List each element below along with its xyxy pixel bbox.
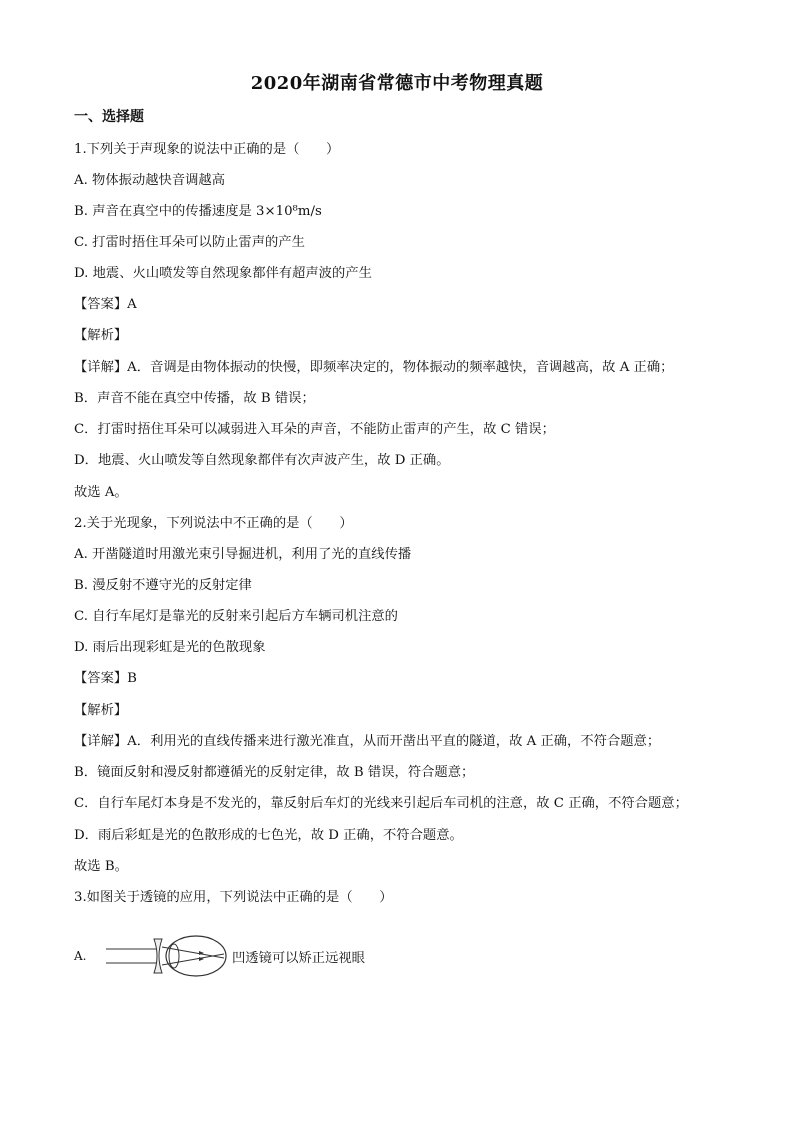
question-2-detail-a: 【详解】A．利用光的直线传播来进行激光准直，从而开凿出平直的隧道，故 A 正确，不符合题意； xyxy=(74,734,661,749)
question-1-detail-d: D．地震、火山喷发等自然现象都伴有次声波产生，故 D 正确。 xyxy=(74,453,450,468)
eyeball-outline xyxy=(166,936,226,976)
question-3-option-a xyxy=(74,933,474,981)
question-2-detail-c: C．自行车尾灯本身是不发光的，靠反射后车灯的光线来引起后车司机的注意，故 C 正确，不符合题意； xyxy=(74,796,688,811)
question-1-option-b: B. 声音在真空中的传播速度是 3×10⁸m/s xyxy=(74,204,322,219)
question-2-detail-b: B．镜面反射和漫反射都遵循光的反射定律，故 B 错误，符合题意； xyxy=(74,765,475,780)
question-2-stem: 2.关于光现象，下列说法中不正确的是（ ） xyxy=(74,516,353,531)
question-1-conclusion: 故选 A。 xyxy=(74,485,128,500)
question-1-option-d: D. 地震、火山喷发等自然现象都伴有超声波的产生 xyxy=(74,266,372,281)
question-2-option-b: B. 漫反射不遵守光的反射定律 xyxy=(74,578,252,593)
question-1-option-c: C. 打雷时捂住耳朵可以防止雷声的产生 xyxy=(74,235,305,250)
eye-lens-diagram xyxy=(104,933,234,981)
question-1-detail-a: 【详解】A．音调是由物体振动的快慢，即频率决定的，物体振动的频率越快，音调越高，故 A 正确； xyxy=(74,360,674,375)
page-title: 2020年湖南省常德市中考物理真题 xyxy=(250,73,544,94)
question-2-detail-d: D．雨后彩虹是光的色散形成的七色光，故 D 正确，不符合题意。 xyxy=(74,828,463,843)
question-2-analysis-label: 【解析】 xyxy=(74,703,128,718)
option-a-label: A. xyxy=(74,949,87,963)
question-2-option-c: C. 自行车尾灯是靠光的反射来引起后方车辆司机注意的 xyxy=(74,609,398,624)
refracted-ray-top xyxy=(162,947,224,958)
question-2-option-a: A. 开凿隧道时用激光束引导掘进机，利用了光的直线传播 xyxy=(74,547,412,562)
section-heading: 一、选择题 xyxy=(74,109,144,125)
question-1-detail-c: C．打雷时捂住耳朵可以减弱进入耳朵的声音，不能防止雷声的产生，故 C 错误； xyxy=(74,422,555,437)
question-2-answer: 【答案】B xyxy=(74,671,137,686)
question-2-option-d: D. 雨后出现彩虹是光的色散现象 xyxy=(74,640,266,655)
concave-lens-shape xyxy=(154,939,162,973)
question-3-stem: 3.如图关于透镜的应用，下列说法中正确的是（ ） xyxy=(74,890,393,905)
option-a-caption: 凹透镜可以矫正远视眼 xyxy=(232,951,365,966)
question-1-stem: 1.下列关于声现象的说法中正确的是（ ） xyxy=(74,142,340,157)
question-1-analysis-label: 【解析】 xyxy=(74,328,128,343)
question-2-conclusion: 故选 B。 xyxy=(74,859,128,874)
question-1-answer: 【答案】A xyxy=(74,297,137,312)
question-1-detail-b: B．声音不能在真空中传播，故 B 错误； xyxy=(74,391,315,406)
question-1-option-a: A. 物体振动越快音调越高 xyxy=(74,173,226,188)
crystalline-lens xyxy=(169,944,179,968)
refracted-ray-bottom xyxy=(162,954,224,965)
